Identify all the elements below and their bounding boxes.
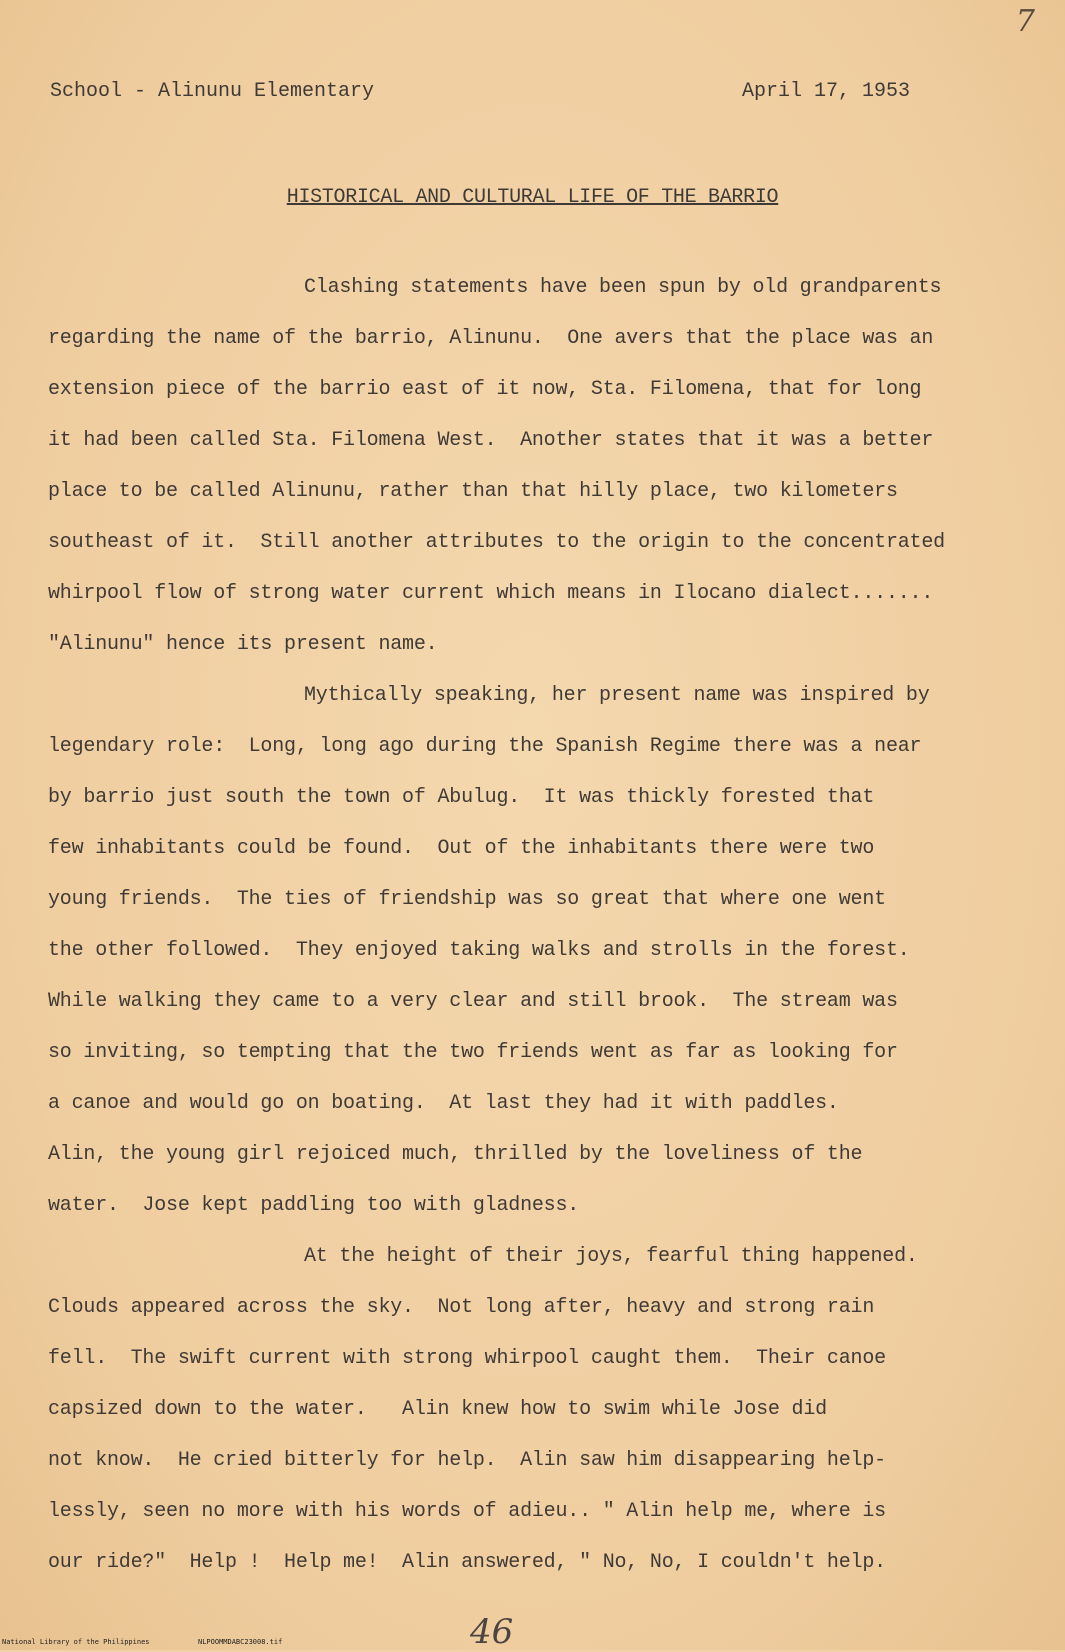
text-line: water. Jose kept paddling too with gladness. <box>48 1194 580 1217</box>
text-line: lessly, seen no more with his words of adieu.. " Alin help me, where is <box>48 1500 886 1523</box>
text-line: place to be called Alinunu, rather than that hilly place, two kilometers <box>48 480 898 503</box>
header <box>50 80 910 103</box>
text-line: capsized down to the water. Alin knew how to swim while Jose did <box>48 1398 827 1421</box>
text-line: Clouds appeared across the sky. Not long after, heavy and strong rain <box>48 1296 875 1319</box>
text-line: by barrio just south the town of Abulug. It was thickly forested that <box>48 786 875 809</box>
text-line: Alin, the young girl rejoiced much, thrilled by the loveliness of the <box>48 1143 863 1166</box>
text-line: a canoe and would go on boating. At last they had it with paddles. <box>48 1092 839 1115</box>
school-name: School - Alinunu Elementary <box>50 80 375 103</box>
text-line: southeast of it. Still another attributes to the origin to the concentrated <box>48 531 945 554</box>
text-line: so inviting, so tempting that the two friends went as far as looking for <box>48 1041 898 1064</box>
text-line: young friends. The ties of friendship was so great that where one went <box>48 888 886 911</box>
document-date: April 17, 1953 <box>741 80 910 103</box>
text-line: legendary role: Long, long ago during the Spanish Regime there was a near <box>48 735 922 758</box>
text-line: Clashing statements have been spun by old grandparents <box>304 276 942 299</box>
text-line: Mythically speaking, her present name was inspired by <box>304 684 930 707</box>
handwritten-page-number: 46 <box>470 1612 514 1652</box>
text-line: it had been called Sta. Filomena West. Another states that it was a better <box>48 429 934 452</box>
text-line: not know. He cried bitterly for help. Alin saw him disappearing help- <box>48 1449 886 1472</box>
text-line: fell. The swift current with strong whirpool caught them. Their canoe <box>48 1347 886 1370</box>
text-line: few inhabitants could be found. Out of the inhabitants there were two <box>48 837 875 860</box>
document-title: HISTORICAL AND CULTURAL LIFE OF THE BARRIO <box>286 186 779 209</box>
text-line: "Alinunu" hence its present name. <box>48 633 438 656</box>
text-line: regarding the name of the barrio, Alinunu. One avers that the place was an <box>48 327 934 350</box>
text-line: our ride?" Help ! Help me! Alin answered, " No, No, I couldn't help. <box>48 1551 886 1574</box>
corner-handwritten-mark: 7 <box>1015 4 1035 39</box>
text-line: extension piece of the barrio east of it now, Sta. Filomena, that for long <box>48 378 922 401</box>
footer-library: National Library of the Philippines <box>2 1638 150 1646</box>
text-line: the other followed. They enjoyed taking walks and strolls in the forest. <box>48 939 910 962</box>
body-text <box>48 262 1033 1588</box>
text-line: At the height of their joys, fearful thing happened. <box>304 1245 918 1268</box>
text-line: whirpool flow of strong water current which means in Ilocano dialect....... <box>48 582 934 605</box>
footer-filename: NLPOOMMDABC23008.tif <box>198 1638 283 1646</box>
text-line: While walking they came to a very clear and still brook. The stream was <box>48 990 898 1013</box>
